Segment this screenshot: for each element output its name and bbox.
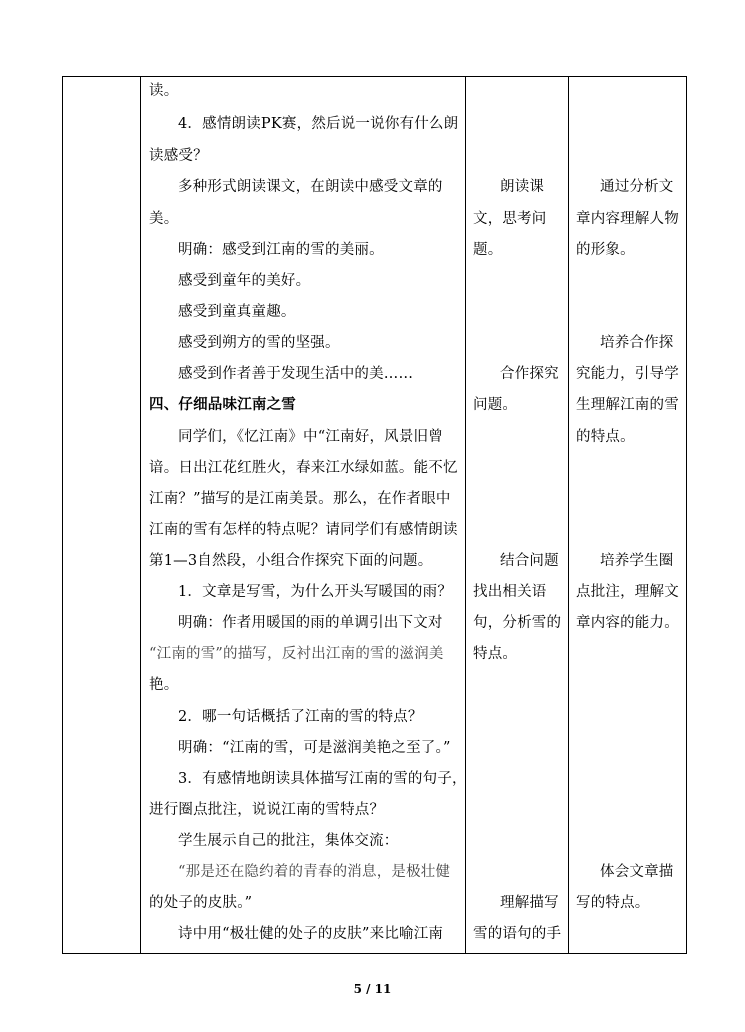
lesson-plan-table [62,76,687,954]
intent-line: 写的特点。 [576,895,650,911]
intent-line: 的形象。 [576,242,635,258]
process-line: 江南的雪有怎样的特点呢？请同学们有感情朗读 [149,522,458,538]
activity-line: 文，思考问 [473,211,547,227]
intent-line: 生理解江南的雪 [576,397,679,413]
process-line: 江南？”描写的是江南美景。那么，在作者眼中 [149,491,451,507]
design-intent-column [569,77,687,954]
activity-line: 理解描写 [500,895,559,911]
process-line: 明确：感受到江南的雪的美丽。 [178,242,384,258]
process-line: 读。 [149,83,179,99]
activity-line: 结合问题 [500,553,559,569]
student-activity-column [466,77,569,954]
process-line: 3．有感情地朗读具体描写江南的雪的句子， [178,771,467,787]
process-line: 感受到童真童趣。 [178,304,296,320]
process-line: 诗中用“极壮健的处子的皮肤”来比喻江南 [178,926,444,942]
process-line: “江南的雪”的描写，反衬出江南的雪的滋润美 [149,646,444,662]
activity-line: 问题。 [473,397,518,413]
intent-line: 的特点。 [576,429,635,445]
section-heading: 四、仔细品味江南之雪 [149,396,296,413]
process-line: 感受到作者善于发现生活中的美…… [178,366,414,382]
page-number: 5 / 11 [353,982,392,996]
intent-line: 培养合作探 [600,335,674,351]
process-line: 明确：作者用暖国的雨的单调引出下文对 [178,615,443,631]
process-line: 多种形式朗读课文，在朗读中感受文章的 [178,179,443,195]
activity-line: 题。 [473,242,503,258]
process-line: “那是还在隐约着的青春的消息，是极壮健 [178,864,451,880]
activity-line: 朗读课 [500,179,545,195]
process-line: 感受到童年的美好。 [178,273,311,289]
process-line: 第1—3自然段，小组合作探究下面的问题。 [149,553,433,569]
activity-line: 合作探究 [500,366,559,382]
process-line: 美。 [149,211,179,227]
process-line: 同学们，《忆江南》中“江南好，风景旧曾 [178,429,443,445]
process-line: 学生展示自己的批注，集体交流： [178,833,399,849]
process-line: 明确：“江南的雪，可是滋润美艳之至了。” [178,740,451,756]
process-line: 的处子的皮肤。” [149,895,253,911]
intent-line: 通过分析文 [600,179,674,195]
process-line: 进行圈点批注，说说江南的雪特点？ [149,802,385,818]
intent-line: 体会文章描 [600,864,674,880]
intent-line: 点批注，理解文 [576,584,679,600]
intent-line: 培养学生圈 [600,553,674,569]
process-line: 1．文章是写雪，为什么开头写暖国的雨？ [178,584,453,600]
left-empty-column [63,77,141,954]
activity-line: 句，分析雪的 [473,615,562,631]
intent-line: 章内容的能力。 [576,615,679,631]
process-line: 读感受？ [149,148,208,164]
process-line: 谙。日出江花红胜火，春来江水绿如蓝。能不忆 [149,460,458,476]
activity-line: 雪的语句的手 [473,926,562,942]
activity-line: 找出相关语 [473,584,547,600]
process-line: 2．哪一句话概括了江南的雪的特点？ [178,709,423,725]
process-line: 感受到朔方的雪的坚强。 [178,335,340,351]
intent-line: 章内容理解人物 [576,211,679,227]
intent-line: 究能力，引导学 [576,366,679,382]
process-line: 艳。 [149,677,179,693]
process-line: 4．感情朗读PK赛，然后说一说你有什么朗 [178,116,459,132]
activity-line: 特点。 [473,646,518,662]
teaching-process-column [141,77,466,954]
